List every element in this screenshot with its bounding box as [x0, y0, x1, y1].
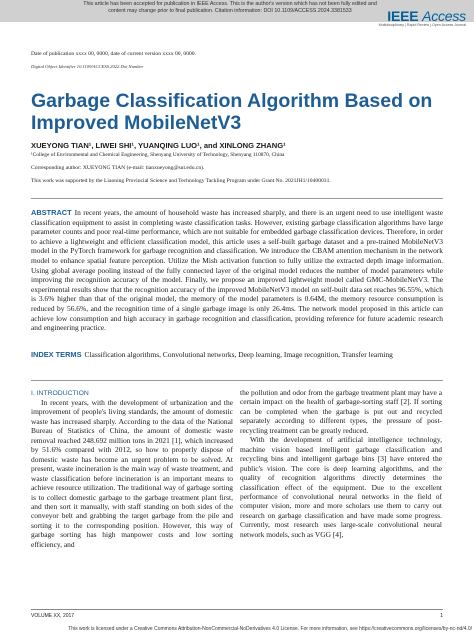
- intro-paragraph-2: With the development of artificial intelligence technology, machine vision based intelligent garbage classification and recycling bins and intelligent garbage bins [3] have entered the public's vision. The core is deep learning algorithms, and the quality of recognition algorithms directly determines the classification effect of the equipment. Due to the excellent performance of convolutional neural networks in the field of computer vision, more and more scholars use them to carry out research on garbage classification and have made some progress. Currently, most research uses large-scale convolutional neural network models, such as VGG [4],: [240, 435, 442, 539]
- publication-dates: Date of publication xxxx 00, 0000, date of current version xxxx 00, 0000.: [31, 51, 196, 57]
- banner-line-1: This article has been accepted for publication in IEEE Access. This is the author's version which has not been fully edited and: [83, 1, 377, 7]
- index-terms-label: INDEX TERMS: [31, 350, 82, 359]
- abstract-text: In recent years, the amount of household waste has increased sharply, and there is an urgent need to use intelligent waste classification equipment to assist in completing waste classification tasks. However, existing garbage classification algorithms have large parameter counts and poor real-time performance, which are not suitable for embedded garbage classification devices. Therefore, in order to achieve a lightweight and efficient classification model, this article uses a self-built garbage dataset and a pre-trained MobileNetV3 model in the PyTorch framework for garbage recognition and classification. We introduce the CBAM attention mechanism in the network model to enhance spatial feature perception. Utilize the Mish activation function to fully utilize the extracted depth image information. Using global average pooling instead of the fully connected layer of the original model reduces the number of model parameters while improving the recognition accuracy of the model. Finally, we propose an improved lightweight model called GMC-MobileNetV3. The experimental results show that the recognition accuracy of the improved MobileNetV3 model on self-built data set reaches 96.55%, which is 3.6% higher than that of the original model, the memory of the model parameters is 0.64M, the memory resource consumption is reduced by 56.6%, and the recognition time of a single garbage image is only 26.4ms. The network model proposed in this article can achieve low consumption and high accuracy in garbage recognition and classification, providing reference for future academic research and engineering practice.: [31, 208, 443, 333]
- doi-line: Digital Object Identifier 10.1109/ACCESS.2022.Doi Number: [31, 64, 144, 69]
- logo-wordmark: [374, 9, 466, 23]
- body-column-right: [240, 388, 442, 539]
- divider-top: [31, 198, 443, 199]
- logo-product: Access: [422, 8, 466, 24]
- section-heading: I. INTRODUCTION: [31, 390, 89, 397]
- ieee-access-logo: [374, 9, 466, 28]
- banner-line-2: content may change prior to final publication. Citation information: DOI 10.1109/ACCESS.2024.3381533: [108, 8, 352, 14]
- logo-brand: IEEE: [387, 8, 419, 24]
- footer-volume: VOLUME XX, 2017: [31, 613, 75, 619]
- index-terms: [31, 350, 443, 360]
- intro-paragraph-1-continued: the pollution and odor from the garbage treatment plant may have a certain impact on the health of garbage-sorting staff [2]. If sorting can be completed when the garbage is put out and recycled separately according to different types, the pressure of post-recycling treatment can be greatly reduced.: [240, 388, 442, 435]
- abstract: [31, 208, 443, 333]
- footer-divider: [31, 609, 443, 610]
- divider-bottom: [31, 380, 443, 381]
- license-line: This work is licensed under a Creative Commons Attribution-NonCommercial-NoDerivatives 4.0 License. For more information, see https://creativecommons.org/licenses/by-nc-nd/4.0/: [68, 626, 472, 632]
- paper-title: Garbage Classification Algorithm Based on Improved MobileNetV3: [31, 90, 433, 134]
- author-list: XUEYONG TIAN¹, LIWEI SHI¹, YUANQING LUO¹, and XINLONG ZHANG¹: [31, 141, 286, 150]
- abstract-label: ABSTRACT: [31, 208, 72, 217]
- body-column-left: [31, 398, 233, 549]
- corresponding-author: Corresponding author: XUEYONG TIAN (e-mail: tianxueyong@sut.edu.cn).: [31, 165, 205, 171]
- index-terms-text: Classification algorithms, Convolutional networks, Deep learning, Image recognition, Transfer learning: [84, 350, 393, 359]
- funding-note: This work was supported by the Liaoning Provincial Science and Technology Tackling Program under Grant No. 2021JH1/10400031.: [31, 178, 331, 184]
- affiliation: ¹College of Environmental and Chemical Engineering, Shenyang University of Technology, Shenyang 110870, China: [31, 152, 285, 158]
- intro-paragraph-1: In recent years, with the development of urbanization and the improvement of people's living standards, the amount of domestic waste has increased sharply. According to the data of the National Bureau of Statistics of China, the amount of domestic waste removal reached 248.692 million tons in 2021 [1], which increased by 51.6% compared with 2012, so how to properly dispose of domestic waste has become an urgent problem to be solved. At present, waste incineration is the main way of waste treatment, and waste classification before incineration is an important means to achieve resource utilization. The traditional way of garbage sorting is to collect domestic garbage to the garbage treatment plant first, and then sort it manually, with staff standing on both sides of the conveyor belt and grabbing the target garbage from the pile and sorting it to the corresponding position. However, this way of garbage sorting has high manpower costs and low sorting efficiency, and: [31, 398, 233, 549]
- page-number: 1: [440, 613, 443, 619]
- logo-tagline: Multidisciplinary | Rapid Review | Open Access Journal: [378, 23, 466, 27]
